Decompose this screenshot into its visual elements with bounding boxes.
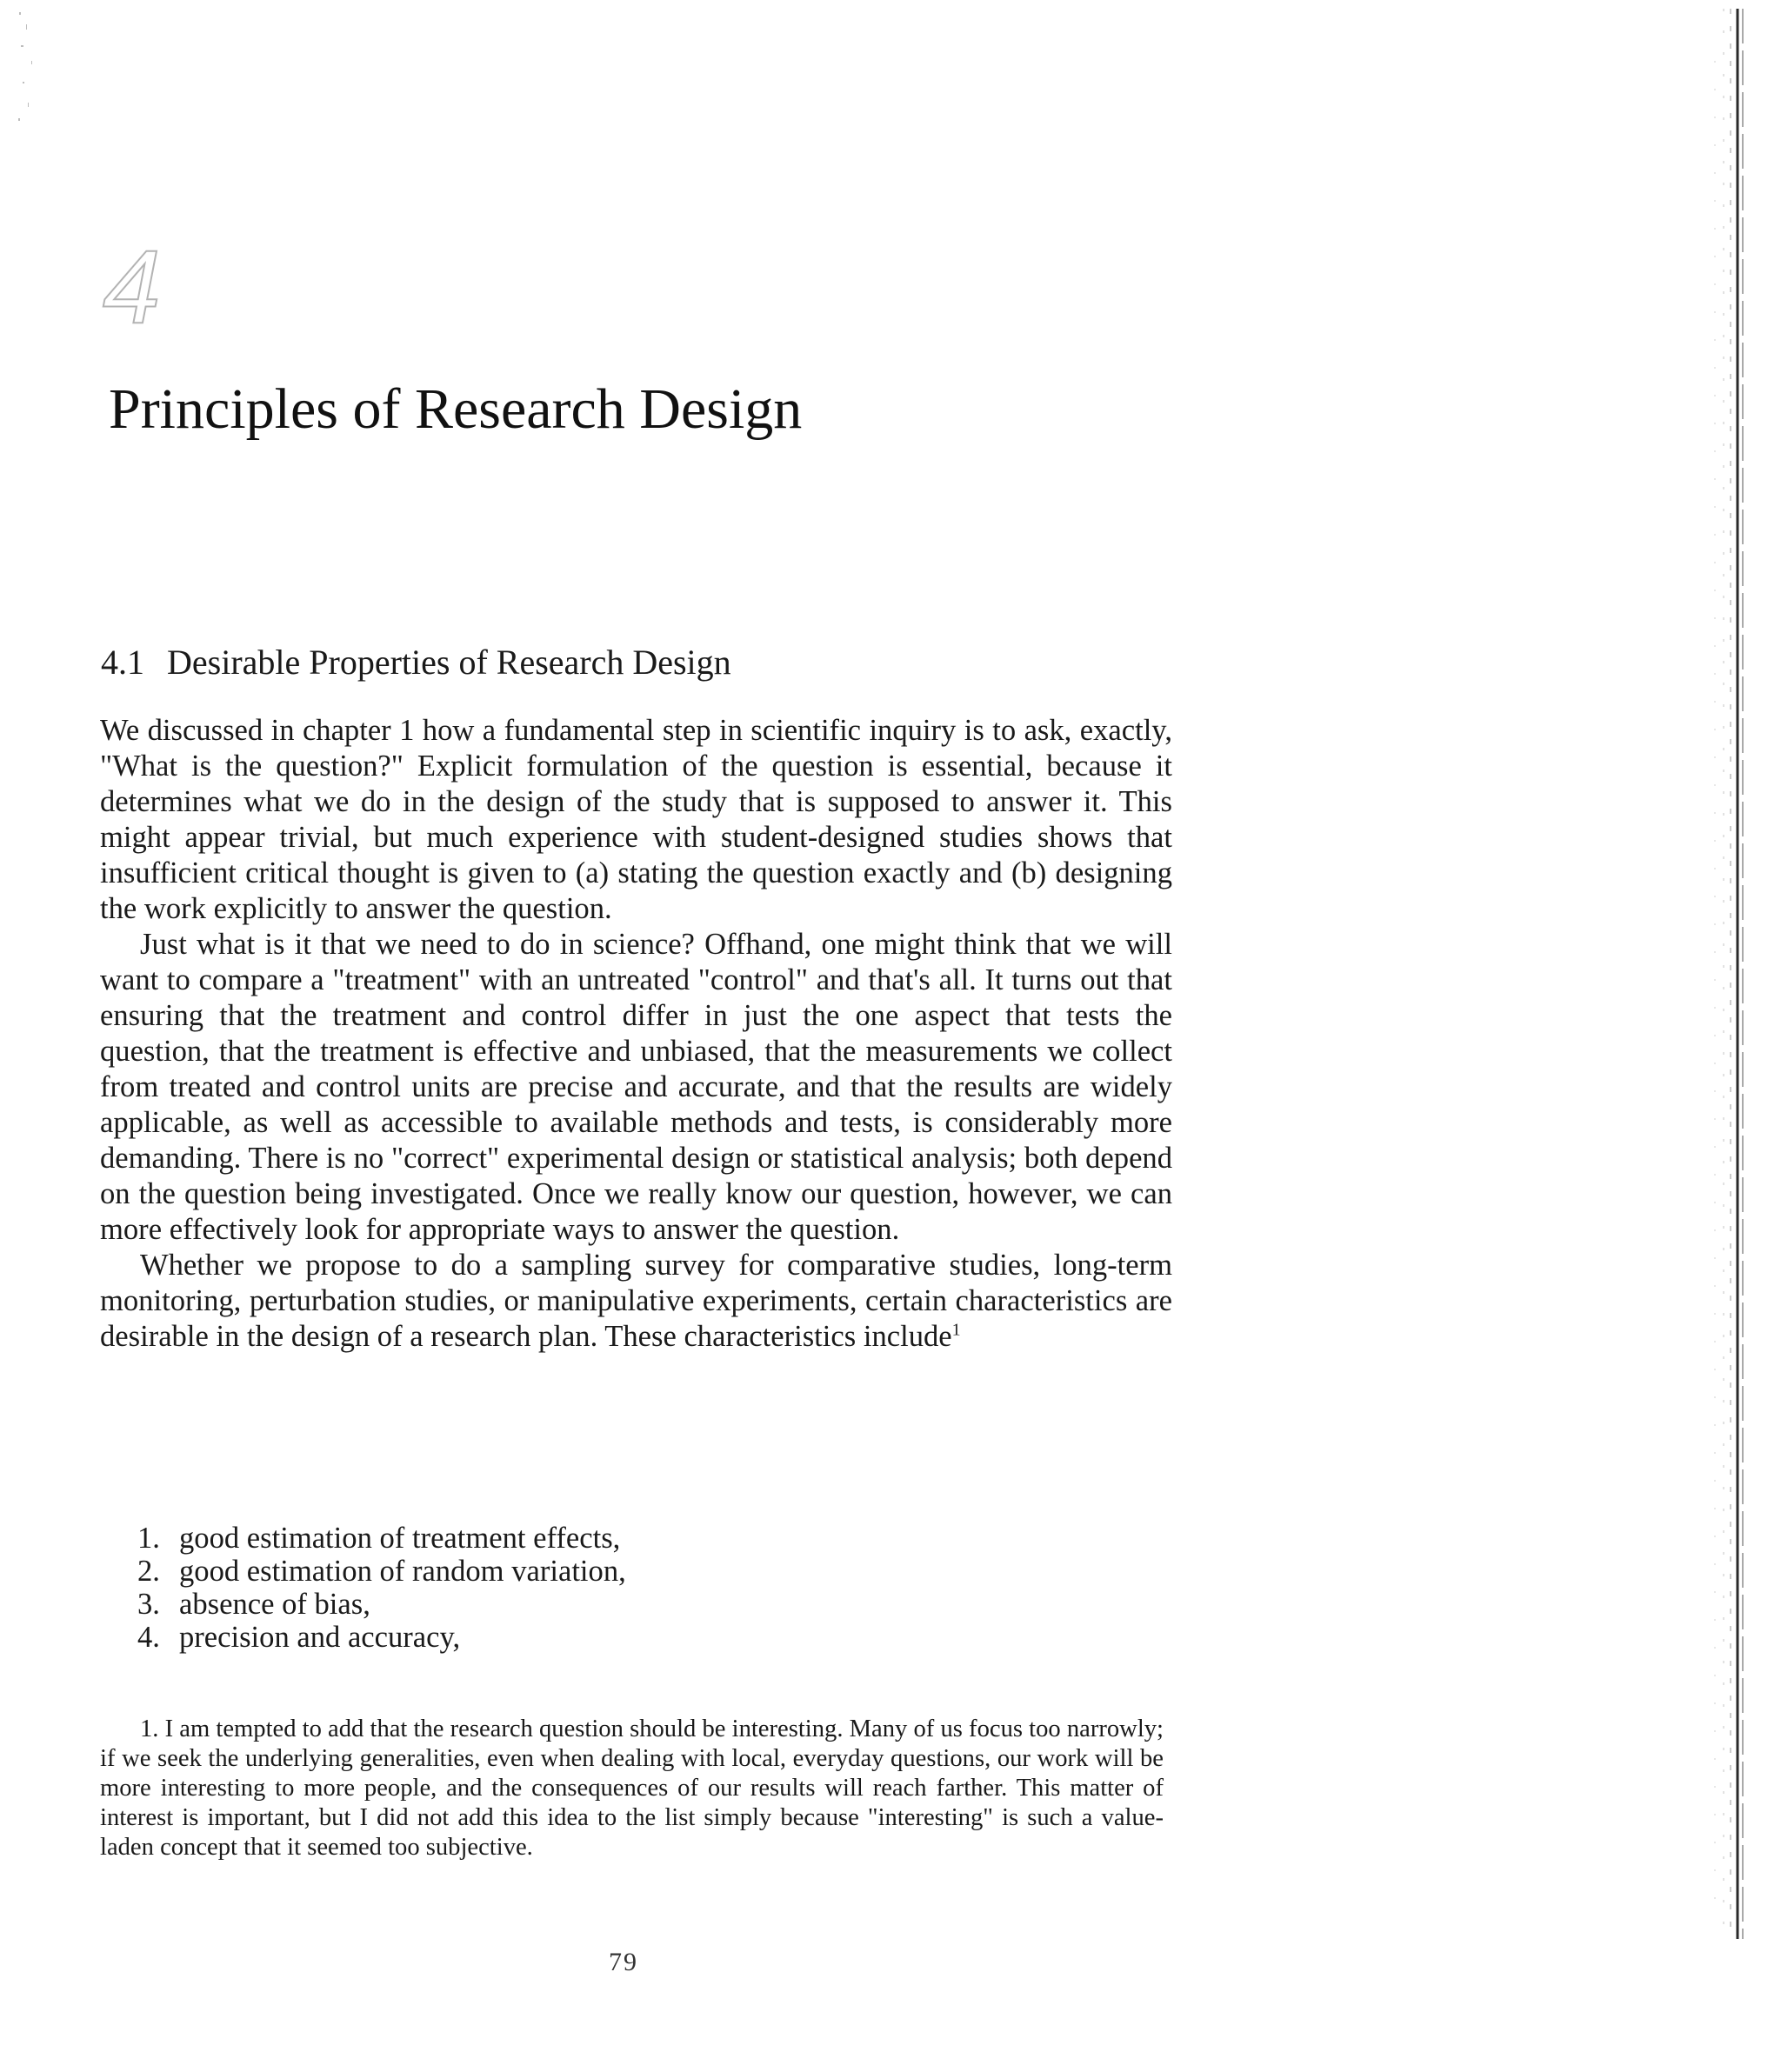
list-item xyxy=(137,1621,626,1654)
footnote-text: I am tempted to add that the research question should be interesting. Many of us focus too narrowly; if we seek the underlying generalities, even when dealing with local, everyday questions, our work will be more interesting to more people, and the consequences of our results will reach farther. This matter of interest is important, but I did not add this idea to the list simply because "interesting" is such a value-laden concept that it seemed too subjective. xyxy=(100,1716,1164,1861)
list-item-number: 3. xyxy=(137,1588,160,1621)
scan-speckle xyxy=(16,7,42,129)
list-item xyxy=(137,1522,626,1555)
footnote-number: 1. xyxy=(140,1716,159,1742)
paragraph-1: We discussed in chapter 1 how a fundamental step in scientific inquiry is to ask, exactly, "What is the question?" Explicit formulation of the question is essential, because it determines what we do in the design of the study that is supposed to answer it. This might appear trivial, but much experience with student-designed studies shows that insufficient critical thought is given to (a) stating the question exactly and (b) designing the work explicitly to answer the question. xyxy=(100,714,1172,925)
list-item xyxy=(137,1588,626,1621)
paragraph-3-text: Whether we propose to do a sampling survey for comparative studies, long-term monitoring, perturbation studies, or manipulative experiments, certain characteristics are desirable in the design of a research plan. These characteristics include xyxy=(100,1249,1172,1353)
section-number: 4.1 xyxy=(101,643,144,682)
list-item-number: 2. xyxy=(137,1555,160,1588)
section-title: Desirable Properties of Research Design xyxy=(167,643,731,682)
body-text xyxy=(100,713,1172,1355)
list-item-number: 4. xyxy=(137,1621,160,1654)
chapter-number: 4 xyxy=(103,229,161,345)
footnote-reference: 1 xyxy=(951,1320,961,1340)
characteristics-list xyxy=(137,1522,626,1654)
list-item-text: good estimation of random variation, xyxy=(179,1555,626,1588)
list-item-text: good estimation of treatment effects, xyxy=(179,1522,621,1555)
paragraph-2: Just what is it that we need to do in science? Offhand, one might think that we will want to compare a "treatment" with an untreated "control" and that's all. It turns out that ensuring that the treatment and control differ in just the one aspect that tests the question, that the treatment is effective and unbiased, that the measurements we collect from treated and control units are precise and accurate, and that the results are widely applicable, as well as accessible to available methods and tests, is considerably more demanding. There is no "correct" experimental design or statistical analysis; both depend on the question being investigated. Once we really know our question, however, we can more effectively look for appropriate ways to answer the question. xyxy=(100,928,1172,1246)
list-item-text: precision and accuracy, xyxy=(179,1621,461,1654)
list-item-number: 1. xyxy=(137,1522,160,1555)
list-item xyxy=(137,1555,626,1588)
section-heading xyxy=(101,642,731,683)
footnote xyxy=(100,1715,1164,1862)
paragraph-3 xyxy=(100,1248,1172,1355)
chapter-title: Principles of Research Design xyxy=(109,377,803,441)
page-number: 79 xyxy=(609,1948,638,1976)
list-item-text: absence of bias, xyxy=(179,1588,370,1621)
page-binding-edge xyxy=(1704,9,1748,1939)
